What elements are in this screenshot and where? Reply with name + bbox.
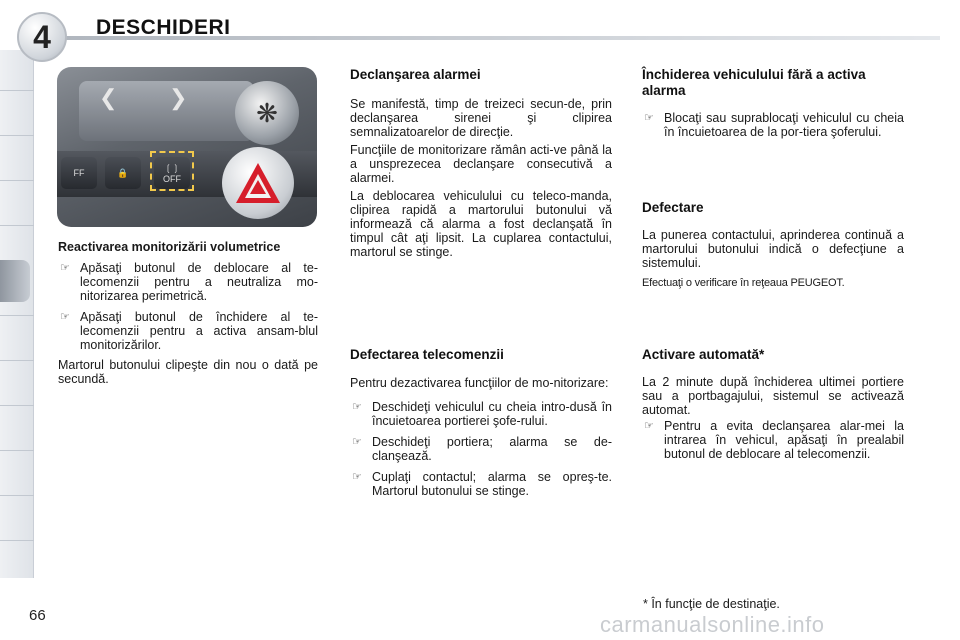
footnote: * În funcţie de destinaţie.: [643, 597, 780, 611]
subheading-reactivation: Reactivarea monitorizării volumetrice: [58, 240, 281, 254]
section-title-alarm-trigger: Declanşarea alarmei: [350, 67, 481, 82]
switch-icon: FF: [61, 157, 97, 189]
hazard-warning-icon: [222, 147, 294, 219]
tab-divider: [0, 180, 34, 181]
note: Efectuaţi o verificare în reţeaua PEUGEOT.: [642, 277, 845, 289]
tab-divider: [0, 225, 34, 226]
middle-column-top: [350, 67, 612, 259]
list-item: ☞ Deschideţi vehiculul cu cheia intro-dusă în încuietoarea portierei şofe-rului.: [352, 400, 612, 428]
watermark: carmanualsonline.info: [600, 612, 825, 637]
lock-icon: 🔒: [105, 157, 141, 189]
left-column: [58, 240, 318, 386]
active-chapter-tab[interactable]: [0, 260, 30, 302]
right-column-top: [642, 67, 904, 139]
page-number: 66: [29, 607, 46, 624]
pointing-finger-icon: ☞: [60, 262, 70, 274]
tab-divider: [0, 405, 34, 406]
paragraph: Pentru dezactivarea funcţiilor de mo-nitorizare:: [350, 376, 609, 390]
section-title-remote-failure: Defectarea telecomenzii: [350, 347, 504, 362]
paragraph: La deblocarea vehiculului cu teleco-manda, clipirea rapidă a martorului butonului vă informează că alarma a fost declanşată în timpul cât aţi lipsit. La cuplarea contactului, martorul se stinge.: [350, 189, 612, 259]
paragraph: Funcţiile de monitorizare rămân acti-ve până la a unsprezecea declanşare consecutivă a alarmei.: [350, 143, 612, 185]
chapter-tab-strip: [0, 50, 34, 578]
tab-divider: [0, 450, 34, 451]
dashboard-photo: [57, 67, 317, 227]
list-item: ☞ Apăsaţi butonul de închidere al te-lecomenzii pentru a activa ansam-blul monitorizărilor.: [60, 310, 318, 352]
pointing-finger-icon: ☞: [644, 420, 654, 432]
section-title-auto-activation: Activare automată*: [642, 347, 765, 362]
list-item: ☞ Pentru a evita declanşarea alar-mei la intrarea în vehicul, apăsaţi în prealabil butonul de deblocare al telecomenzii.: [644, 419, 904, 461]
tab-divider: [0, 495, 34, 496]
tab-divider: [0, 135, 34, 136]
fan-icon: ❋: [235, 81, 299, 145]
page-title: DESCHIDERI: [96, 16, 231, 39]
right-column-middle: [642, 200, 904, 290]
paragraph: La punerea contactului, aprinderea continuă a martorului butonului indică o defecţiune a sistemului.: [642, 228, 904, 270]
highlight-frame: [150, 151, 194, 191]
tab-divider: [0, 360, 34, 361]
list-item: ☞ Blocaţi sau suprablocaţi vehiculul cu cheia în încuietoarea de la por-tiera şoferului.: [644, 111, 904, 139]
tab-divider: [0, 90, 34, 91]
section-title-malfunction: Defectare: [642, 200, 704, 215]
list-item: ☞ Cuplaţi contactul; alarma se opreş-te. Martorul butonului se stinge.: [352, 470, 612, 498]
alarm-wave-icon: ❲❳: [164, 162, 180, 173]
list-item: ☞ Apăsaţi butonul de deblocare al te-lecomenzii pentru a neutraliza mo-nitorizarea perimetrică.: [60, 261, 318, 303]
paragraph: La 2 minute după închiderea ultimei portiere sau a portbagajului, sistemul se activează automat.: [642, 375, 904, 417]
tab-divider: [0, 540, 34, 541]
section-title-lock-without-alarm: Închiderea vehiculului fără a activa alarma: [642, 67, 866, 98]
pointing-finger-icon: ☞: [644, 112, 654, 124]
alarm-off-label: OFF: [163, 173, 181, 184]
chevron-right-icon: ❯: [169, 85, 188, 110]
pointing-finger-icon: ☞: [352, 436, 362, 448]
pointing-finger-icon: ☞: [352, 401, 362, 413]
chapter-number-badge: 4: [17, 12, 67, 62]
list-item: ☞ Deschideţi portiera; alarma se de-clanşează.: [352, 435, 612, 463]
middle-column-bottom: [350, 347, 612, 498]
paragraph: Martorul butonului clipeşte din nou o dată pe secundă.: [58, 358, 318, 386]
tab-divider: [0, 315, 34, 316]
chevron-left-icon: ❮: [99, 85, 118, 110]
paragraph: Se manifestă, timp de treizeci secun-de, prin declanşarea sirenei şi clipirea semnalizatoarelor de direcţie.: [350, 97, 612, 139]
pointing-finger-icon: ☞: [352, 471, 362, 483]
right-column-bottom: [642, 347, 904, 461]
pointing-finger-icon: ☞: [60, 311, 70, 323]
